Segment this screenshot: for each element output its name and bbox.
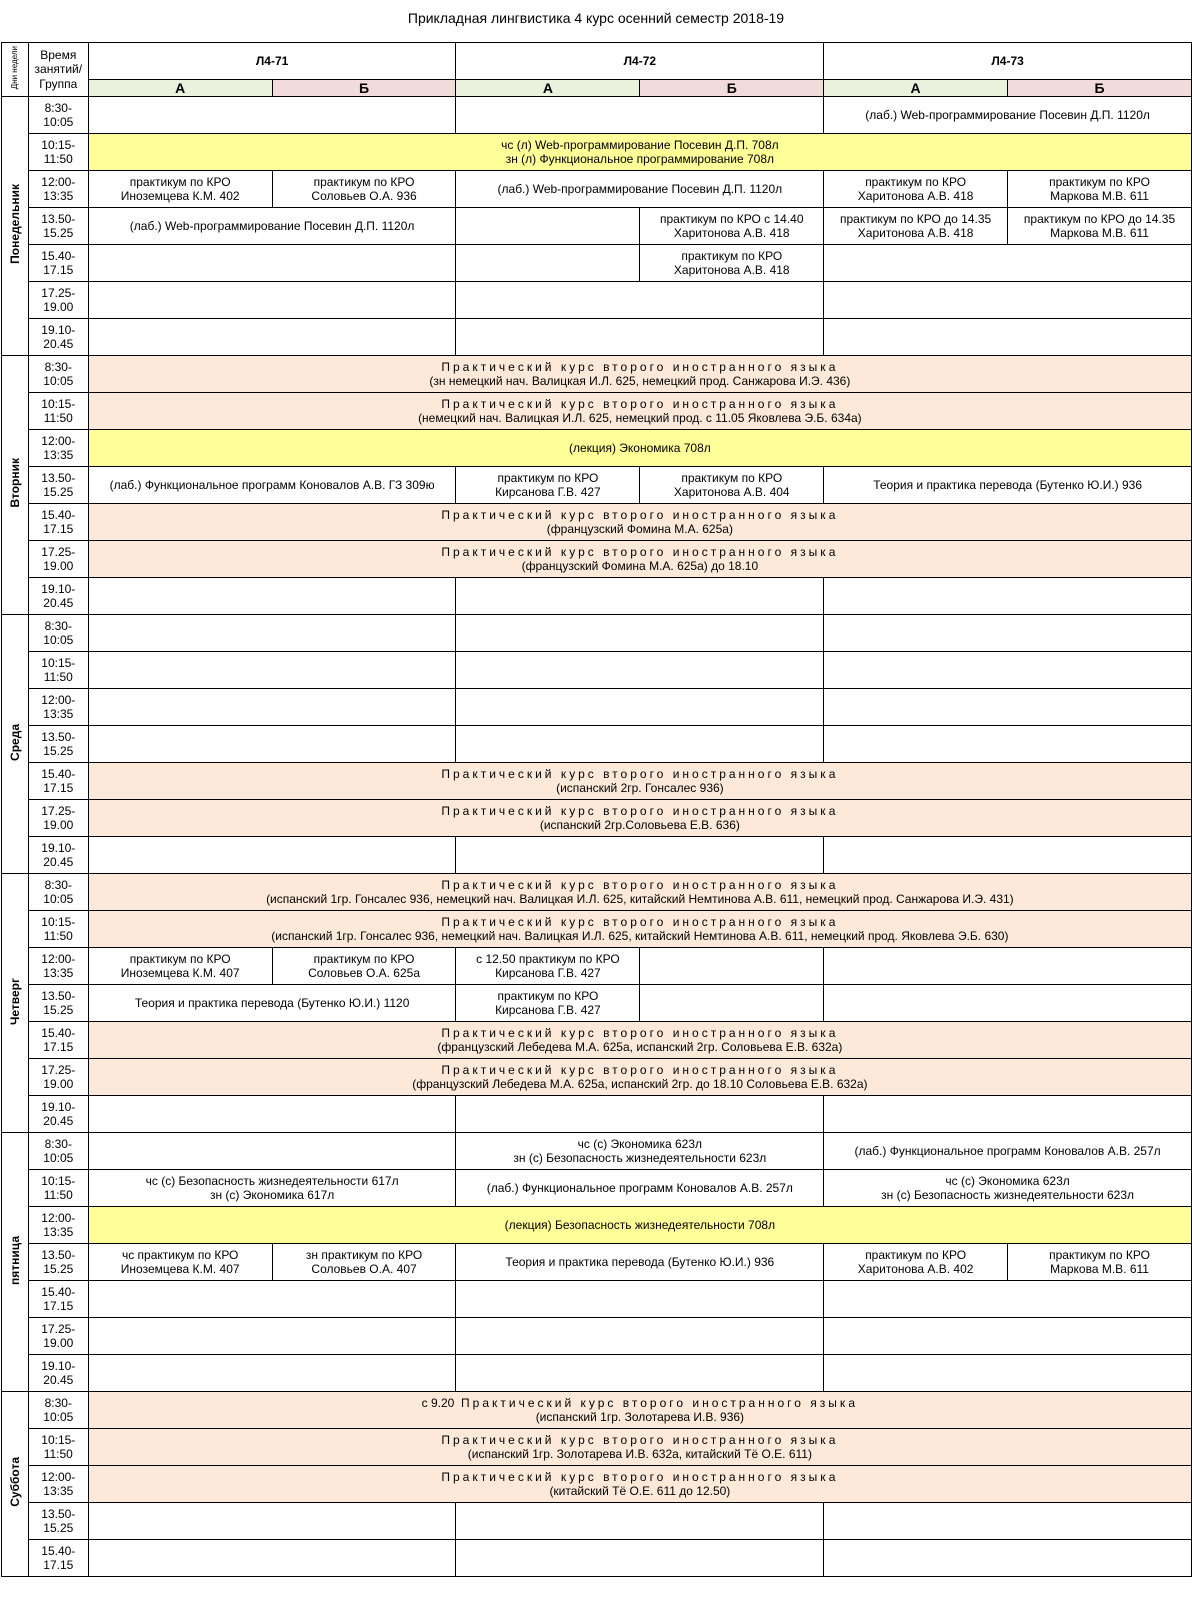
time-cell: 17.25-19.00 — [28, 1059, 88, 1096]
time-cell: 13.50-15.25 — [28, 467, 88, 504]
class-cell — [456, 1355, 824, 1392]
class-cell: Практический курс второго иностранного языка (испанский 1гр. Гонсалес 936, немецкий нач. Валицкая И.Л. 625, китайский Немтинова А.В. 611, немецкий прод. Санжарова И.Э. 431) — [88, 874, 1191, 911]
time-cell: 15.40-17.15 — [28, 763, 88, 800]
subgroup-b: Б — [1008, 80, 1192, 97]
time-cell: 19.10-20.45 — [28, 1355, 88, 1392]
class-cell — [456, 652, 824, 689]
class-cell: чс (с) Экономика 623л зн (с) Безопасность жизнедеятельности 623л — [456, 1133, 824, 1170]
subgroup-a: А — [824, 80, 1008, 97]
time-cell: 12:00-13:35 — [28, 430, 88, 467]
time-cell: 13.50-15.25 — [28, 1244, 88, 1281]
class-cell — [824, 726, 1192, 763]
class-cell: (лекция) Экономика 708л — [88, 430, 1191, 467]
class-cell: практикум по КРО Маркова М.В. 611 — [1008, 171, 1192, 208]
day-label-tuesday: Вторник — [2, 356, 29, 615]
subgroup-b: Б — [640, 80, 824, 97]
class-cell: Теория и практика перевода (Бутенко Ю.И.) 936 — [824, 467, 1192, 504]
class-cell: с 12.50 практикум по КРО Кирсанова Г.В. 427 — [456, 948, 640, 985]
class-cell — [824, 985, 1192, 1022]
class-cell — [824, 1096, 1192, 1133]
time-cell: 19.10-20.45 — [28, 837, 88, 874]
class-cell: (лаб.) Web-программирование Посевин Д.П. 1120л — [456, 171, 824, 208]
class-cell — [456, 1540, 824, 1577]
class-cell — [456, 97, 824, 134]
time-cell: 10:15-11:50 — [28, 652, 88, 689]
class-cell — [88, 1281, 456, 1318]
class-cell: с 9.20 Практический курс второго иностранного языка (испанский 1гр. Золотарева И.В. 936) — [88, 1392, 1191, 1429]
time-cell: 15.40-17.15 — [28, 504, 88, 541]
class-cell — [824, 837, 1192, 874]
class-cell: Практический курс второго иностранного языка (французский Лебедева М.А. 625а, испанский 2гр. до 18.10 Соловьева Е.В. 632а) — [88, 1059, 1191, 1096]
class-cell — [456, 282, 824, 319]
subgroup-b: Б — [272, 80, 456, 97]
class-cell — [88, 319, 456, 356]
class-cell: чс (с) Безопасность жизнедеятельности 617л зн (с) Экономика 617л — [88, 1170, 456, 1207]
time-cell: 8:30-10:05 — [28, 97, 88, 134]
day-label-friday: пятница — [2, 1133, 29, 1392]
class-cell — [824, 1540, 1192, 1577]
class-cell: практикум по КРО до 14.35 Маркова М.В. 611 — [1008, 208, 1192, 245]
class-cell — [456, 1096, 824, 1133]
class-cell: практикум по КРО Кирсанова Г.В. 427 — [456, 467, 640, 504]
day-label-wednesday: Среда — [2, 615, 29, 874]
class-cell — [824, 1281, 1192, 1318]
time-cell: 8:30-10:05 — [28, 356, 88, 393]
class-cell: (лаб.) Функциональное программ Коновалов А.В. ГЗ 309ю — [88, 467, 456, 504]
days-header: Дни недели — [2, 43, 29, 97]
class-cell — [88, 1503, 456, 1540]
class-cell — [824, 652, 1192, 689]
time-cell: 12:00-13:35 — [28, 1466, 88, 1503]
class-cell — [824, 245, 1192, 282]
class-cell: практикум по КРО Харитонова А.В. 402 — [824, 1244, 1008, 1281]
class-cell — [88, 1355, 456, 1392]
class-cell — [824, 689, 1192, 726]
time-cell: 17.25-19.00 — [28, 800, 88, 837]
time-cell: 19.10-20.45 — [28, 1096, 88, 1133]
class-cell — [824, 1503, 1192, 1540]
group-header-l4-73: Л4-73 — [824, 43, 1192, 80]
schedule-table — [1, 42, 1192, 1577]
time-cell: 12:00-13:35 — [28, 1207, 88, 1244]
class-cell — [88, 1096, 456, 1133]
time-cell: 17.25-19.00 — [28, 1318, 88, 1355]
class-cell — [88, 652, 456, 689]
time-cell: 8:30-10:05 — [28, 874, 88, 911]
class-cell — [88, 726, 456, 763]
time-cell: 8:30-10:05 — [28, 1392, 88, 1429]
class-cell: практикум по КРО Кирсанова Г.В. 427 — [456, 985, 640, 1022]
class-cell: (лаб.) Web-программирование Посевин Д.П. 1120л — [88, 208, 456, 245]
class-cell: практикум по КРО Иноземцева К.М. 407 — [88, 948, 272, 985]
time-cell: 15.40-17.15 — [28, 1281, 88, 1318]
class-cell: (лаб.) Web-программирование Посевин Д.П. 1120л — [824, 97, 1192, 134]
day-label-monday: Понедельник — [2, 97, 29, 356]
class-cell: (лаб.) Функциональное программ Коновалов А.В. 257л — [456, 1170, 824, 1207]
class-cell: Практический курс второго иностранного языка (испанский 1гр. Гонсалес 936, немецкий нач. Валицкая И.Л. 625, китайский Немтинова А.В. 611, немецкий прод. Яковлева Э.Б. 630) — [88, 911, 1191, 948]
time-cell: 17.25-19.00 — [28, 541, 88, 578]
day-label-thursday: Четверг — [2, 874, 29, 1133]
class-cell — [88, 837, 456, 874]
time-cell: 17.25-19.00 — [28, 282, 88, 319]
class-cell — [824, 615, 1192, 652]
page-title: Прикладная лингвистика 4 курс осенний семестр 2018-19 — [407, 10, 785, 26]
class-cell — [88, 615, 456, 652]
class-cell — [456, 689, 824, 726]
class-cell: Практический курс второго иностранного языка (немецкий нач. Валицкая И.Л. 625, немецкий прод. с 11.05 Яковлева Э.Б. 634а) — [88, 393, 1191, 430]
class-cell — [456, 615, 824, 652]
class-cell — [88, 282, 456, 319]
class-cell: (лекция) Безопасность жизнедеятельности 708л — [88, 1207, 1191, 1244]
class-cell — [88, 1540, 456, 1577]
class-cell — [824, 319, 1192, 356]
class-cell — [640, 985, 824, 1022]
class-cell — [824, 282, 1192, 319]
subgroup-a: А — [88, 80, 272, 97]
class-cell: Практический курс второго иностранного языка (испанский 1гр. Золотарева И.В. 632а, китайский Тё О.Е. 611) — [88, 1429, 1191, 1466]
group-header-l4-72: Л4-72 — [456, 43, 824, 80]
time-cell: 12:00-13:35 — [28, 171, 88, 208]
class-cell — [88, 689, 456, 726]
day-label-saturday: Суббота — [2, 1392, 29, 1577]
time-cell: 10:15-11:50 — [28, 134, 88, 171]
class-cell: чс (л) Web-программирование Посевин Д.П. 708л зн (л) Функциональное программирование 708л — [88, 134, 1191, 171]
class-cell: практикум по КРО Харитонова А.В. 418 — [824, 171, 1008, 208]
time-cell: 15.40-17.15 — [28, 1022, 88, 1059]
class-cell: Теория и практика перевода (Бутенко Ю.И.) 1120 — [88, 985, 456, 1022]
class-cell — [456, 319, 824, 356]
time-cell: 19.10-20.45 — [28, 319, 88, 356]
time-cell: 12:00-13:35 — [28, 948, 88, 985]
class-cell — [456, 245, 640, 282]
class-cell: зн практикум по КРО Соловьев О.А. 407 — [272, 1244, 456, 1281]
time-cell: 13.50-15.25 — [28, 1503, 88, 1540]
class-cell: Практический курс второго иностранного языка (французский Фомина М.А. 625а) — [88, 504, 1191, 541]
class-cell — [824, 578, 1192, 615]
class-cell — [88, 245, 456, 282]
class-cell — [456, 578, 824, 615]
subgroup-a: А — [456, 80, 640, 97]
time-cell: 10:15-11:50 — [28, 393, 88, 430]
class-cell: чс (с) Экономика 623л зн (с) Безопасность жизнедеятельности 623л — [824, 1170, 1192, 1207]
time-cell: 8:30-10:05 — [28, 615, 88, 652]
class-cell: Практический курс второго иностранного языка (французский Лебедева М.А. 625а, испанский 2гр. Соловьева Е.В. 632а) — [88, 1022, 1191, 1059]
class-cell: (лаб.) Функциональное программ Коновалов А.В. 257л — [824, 1133, 1192, 1170]
class-cell — [456, 208, 640, 245]
class-cell: Теория и практика перевода (Бутенко Ю.И.) 936 — [456, 1244, 824, 1281]
time-header: Время занятий/ Группа — [28, 43, 88, 97]
class-cell — [456, 1318, 824, 1355]
class-cell: практикум по КРО Харитонова А.В. 418 — [640, 245, 824, 282]
class-cell: практикум по КРО Соловьев О.А. 625а — [272, 948, 456, 985]
class-cell: Практический курс второго иностранного языка (зн немецкий нач. Валицкая И.Л. 625, немецкий прод. Санжарова И.Э. 436) — [88, 356, 1191, 393]
time-cell: 13.50-15.25 — [28, 208, 88, 245]
class-cell — [88, 1318, 456, 1355]
class-cell: практикум по КРО Соловьев О.А. 936 — [272, 171, 456, 208]
class-cell: практикум по КРО Харитонова А.В. 404 — [640, 467, 824, 504]
class-cell — [640, 948, 824, 985]
class-cell — [824, 1355, 1192, 1392]
class-cell — [456, 1503, 824, 1540]
class-cell — [824, 1318, 1192, 1355]
time-cell: 10:15-11:50 — [28, 911, 88, 948]
class-cell: чс практикум по КРО Иноземцева К.М. 407 — [88, 1244, 272, 1281]
time-cell: 15.40-17.15 — [28, 245, 88, 282]
group-header-l4-71: Л4-71 — [88, 43, 456, 80]
time-cell: 8:30-10:05 — [28, 1133, 88, 1170]
time-cell: 10:15-11:50 — [28, 1170, 88, 1207]
class-cell — [88, 1133, 456, 1170]
time-cell: 13.50-15.25 — [28, 726, 88, 763]
class-cell: Практический курс второго иностранного языка (испанский 2гр. Гонсалес 936) — [88, 763, 1191, 800]
class-cell: Практический курс второго иностранного языка (китайский Тё О.Е. 611 до 12.50) — [88, 1466, 1191, 1503]
class-cell: практикум по КРО до 14.35 Харитонова А.В. 418 — [824, 208, 1008, 245]
class-cell: Практический курс второго иностранного языка (французский Фомина М.А. 625а) до 18.10 — [88, 541, 1191, 578]
time-cell: 12:00-13:35 — [28, 689, 88, 726]
class-cell — [824, 948, 1192, 985]
class-cell: практикум по КРО с 14.40 Харитонова А.В. 418 — [640, 208, 824, 245]
time-cell: 19.10-20.45 — [28, 578, 88, 615]
class-cell: практикум по КРО Маркова М.В. 611 — [1008, 1244, 1192, 1281]
time-cell: 13.50-15.25 — [28, 985, 88, 1022]
class-cell — [456, 726, 824, 763]
time-cell: 15.40-17.15 — [28, 1540, 88, 1577]
class-cell — [456, 1281, 824, 1318]
class-cell: практикум по КРО Иноземцева К.М. 402 — [88, 171, 272, 208]
class-cell — [88, 97, 456, 134]
class-cell — [88, 578, 456, 615]
class-cell — [456, 837, 824, 874]
time-cell: 10:15-11:50 — [28, 1429, 88, 1466]
class-cell: Практический курс второго иностранного языка (испанский 2гр.Соловьева Е.В. 636) — [88, 800, 1191, 837]
